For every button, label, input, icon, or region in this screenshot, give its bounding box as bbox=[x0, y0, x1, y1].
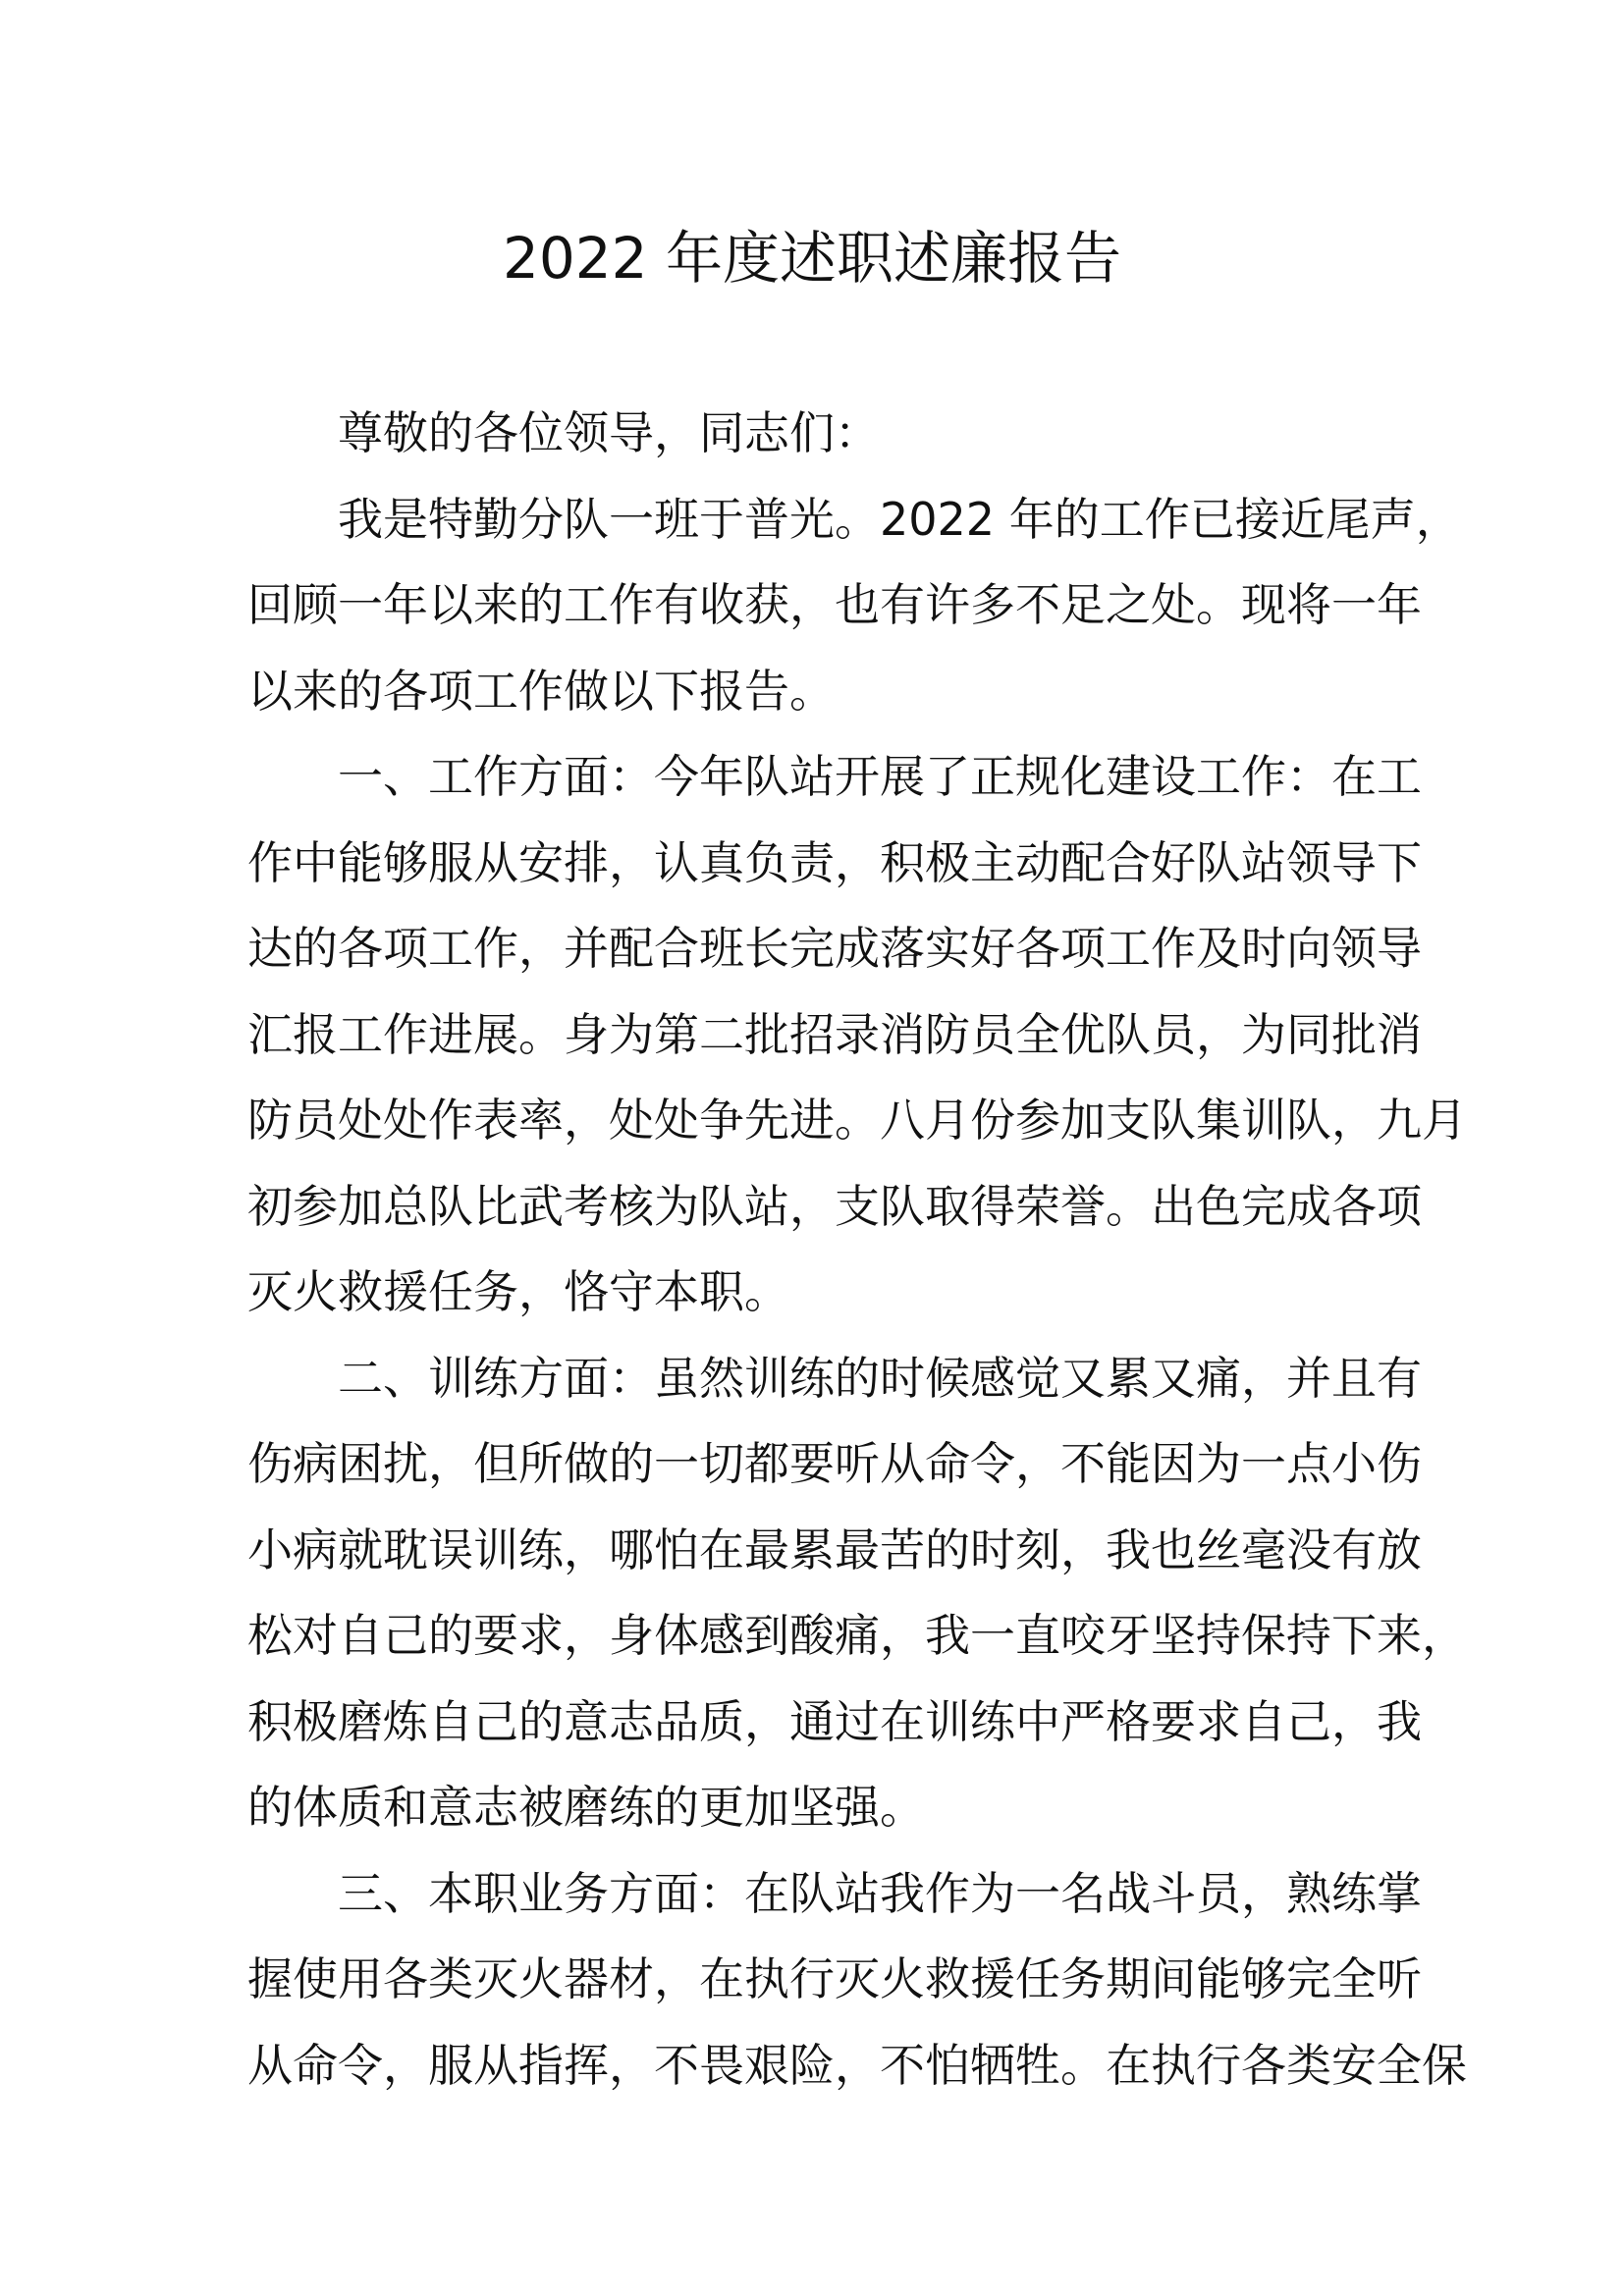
paragraph bbox=[247, 391, 1387, 477]
paragraph bbox=[247, 477, 1461, 735]
text-line: 的体质和意志被磨练的更加坚强。 bbox=[247, 1781, 925, 1834]
document-body bbox=[247, 391, 1467, 2109]
text-line: 二、训练方面：虽然训练的时候感觉又累又痛，并且有 bbox=[338, 1351, 1422, 1405]
text-line: 小病就耽误训练，哪怕在最累最苦的时刻，我也丝毫没有放 bbox=[247, 1522, 1422, 1576]
text-line: 握使用各类灭火器材，在执行灭火救援任务期间能够完全听 bbox=[247, 1952, 1422, 2005]
paragraph bbox=[247, 1851, 1467, 2109]
text-line: 积极磨炼自己的意志品质，通过在训练中严格要求自己，我 bbox=[247, 1694, 1422, 1748]
text-line: 伤病困扰，但所做的一切都要听从命令，不能因为一点小伤 bbox=[247, 1437, 1422, 1490]
paragraph bbox=[247, 1336, 1467, 1851]
text-line: 从命令，服从指挥，不畏艰险，不怕牺牲。在执行各类安全保 bbox=[247, 2038, 1467, 2092]
text-line: 汇报工作进展。身为第二批招录消防员全优队员，为同批消 bbox=[247, 1007, 1422, 1061]
text-line: 初参加总队比武考核为队站，支队取得荣誉。出色完成各项 bbox=[247, 1179, 1422, 1233]
text-line: 灭火救援任务，恪守本职。 bbox=[247, 1265, 789, 1318]
text-line: 防员处处作表率，处处争先进。八月份参加支队集训队，九月 bbox=[247, 1094, 1467, 1147]
text-line: 回顾一年以来的工作有收获，也有许多不足之处。现将一年 bbox=[247, 578, 1422, 631]
text-line: 尊敬的各位领导，同志们： bbox=[338, 406, 880, 459]
text-line: 达的各项工作，并配合班长完成落实好各项工作及时向领导 bbox=[247, 922, 1422, 975]
text-line: 我是特勤分队一班于普光。2022 年的工作已接近尾声， bbox=[338, 492, 1461, 546]
text-line: 三、本职业务方面：在队站我作为一名战斗员，熟练掌 bbox=[338, 1866, 1422, 1920]
text-line: 松对自己的要求，身体感到酸痛，我一直咬牙坚持保持下来， bbox=[247, 1609, 1467, 1662]
text-line: 以来的各项工作做以下报告。 bbox=[247, 664, 835, 718]
paragraph bbox=[247, 734, 1467, 1336]
text-line: 一、工作方面：今年队站开展了正规化建设工作：在工 bbox=[338, 750, 1422, 803]
text-line: 作中能够服从安排，认真负责，积极主动配合好队站领导下 bbox=[247, 835, 1422, 889]
document-title: 2022 年度述职述廉报告 bbox=[502, 225, 1122, 292]
